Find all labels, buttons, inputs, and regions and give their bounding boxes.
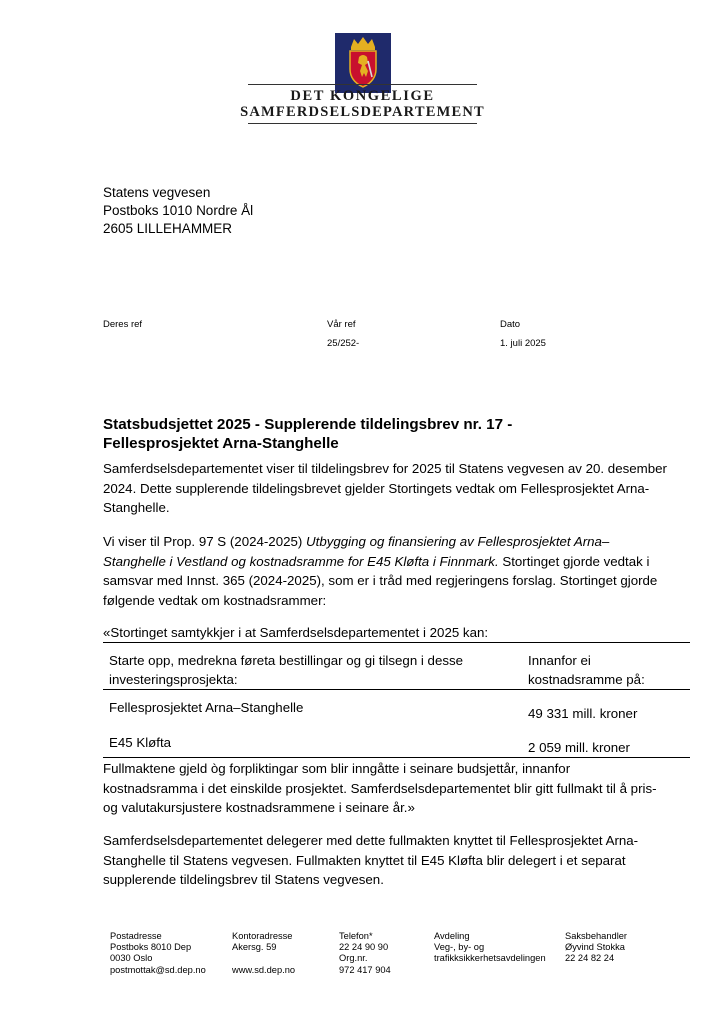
table-row-project: Fellesprosjektet Arna–Stanghelle	[109, 700, 304, 715]
paragraph-authority-scope: Fullmaktene gjeld òg forpliktingar som blir inngåtte i seinare budsjettår, innanfor kostnadsramma i det einskilde prosjektet. Samferdselsdepartementet blir gitt fullmakt til å pris- og valutakursjustere kostnadsrammene i seinare år.»	[103, 761, 657, 815]
paragraph-intro: Samferdselsdepartementet viser til tildelingsbrev for 2025 til Statens vegvesen av 20. desember 2024. Dette supplerende tildelingsbrevet gjelder Stortingets vedtak om Fellesprosjektet Arna-Stanghelle.	[103, 461, 667, 515]
footer-office-address	[232, 931, 295, 976]
footer-value: 22 24 82 24	[565, 953, 615, 964]
footer-value: 0030 Oslo	[110, 953, 153, 964]
table-header-amount-line1: Innanfor ei	[528, 653, 591, 668]
recipient-address: Postboks 1010 Nordre Ål	[103, 203, 254, 218]
prop-title-italic: Utbygging og finansiering av Fellesprosjektet Arna–Stanghelle i Vestland og kostnadsramme for E45 Kløfta i Finnmark.	[103, 534, 610, 569]
footer-value: Øyvind Stokka	[565, 942, 625, 953]
title-line1: Statsbudsjettet 2025 - Supplerende tildelingsbrev nr. 17 -	[103, 416, 513, 433]
table-header-project-line1: Starte opp, medrekna føreta bestillingar og gi tilsegn i desse	[109, 653, 464, 668]
table-row-amount: 2 059 mill. kroner	[528, 740, 630, 755]
date-label: Dato	[500, 319, 521, 330]
footer-postal-address	[110, 931, 206, 976]
department-name-line2: SAMFERDSELSDEPARTEMENT	[240, 104, 485, 120]
table-row-amount: 49 331 mill. kroner	[528, 706, 638, 721]
footer-value: trafikksikkerhetsavdelingen	[434, 953, 546, 964]
recipient-city: 2605 LILLEHAMMER	[103, 221, 233, 236]
var-ref-label: Vår ref	[327, 319, 356, 330]
department-name-line1: DET KONGELIGE	[290, 88, 435, 104]
divider	[248, 84, 477, 85]
table-rule-bottom	[103, 757, 690, 758]
footer-label: Postadresse	[110, 931, 162, 941]
quote-intro: «Stortinget samtykkjer i at Samferdselsdepartementet i 2025 kan:	[103, 625, 489, 640]
footer-value: 22 24 90 90	[339, 942, 389, 953]
footer-website: www.sd.dep.no	[232, 964, 296, 975]
letter-title	[103, 415, 663, 453]
footer-spacer	[232, 953, 295, 964]
table-row-project: E45 Kløfta	[109, 735, 172, 750]
footer-phone	[339, 931, 391, 976]
footer-value: Veg-, by- og	[434, 942, 485, 953]
department-logo	[240, 30, 485, 130]
recipient-name: Statens vegvesen	[103, 185, 211, 200]
footer-email: postmottak@sd.dep.no	[110, 964, 206, 975]
footer-label: Telefon*	[339, 931, 373, 941]
paragraph-prop-reference	[103, 532, 663, 610]
footer-label: Org.nr.	[339, 953, 368, 964]
divider	[248, 123, 477, 124]
paragraph-delegation: Samferdselsdepartementet delegerer med dette fullmakten knyttet til Fellesprosjektet Arna-Stanghelle til Statens vegvesen. Fullmakten knyttet til E45 Kløfta blir delegert i et separat supplerende tildelingsbrev til Statens vegvesen.	[103, 833, 639, 887]
table-rule-header	[103, 689, 690, 690]
footer-value: Akersg. 59	[232, 942, 277, 953]
footer-department	[434, 931, 546, 965]
table-header-amount-line2: kostnadsramme på:	[528, 672, 645, 687]
footer-case-officer	[565, 931, 627, 965]
footer-label: Saksbehandler	[565, 931, 628, 941]
table-rule-top	[103, 642, 690, 643]
deres-ref-label: Deres ref	[103, 319, 143, 330]
table-header-project-line2: investeringsprosjekta:	[109, 672, 238, 687]
date-value: 1. juli 2025	[500, 338, 546, 349]
footer-value: Postboks 8010 Dep	[110, 942, 192, 953]
footer-label: Avdeling	[434, 931, 470, 941]
footer-label: Kontoradresse	[232, 931, 293, 941]
var-ref-value: 25/252-	[327, 338, 360, 349]
footer-value: 972 417 904	[339, 964, 391, 975]
prop-decision-text: Stortinget gjorde vedtak i samsvar med Innst. 365 (2024-2025), som er i tråd med regjeringens forslag. Stortinget gjorde følgende vedtak om kostnadsrammer:	[103, 553, 658, 608]
prop-reference-text: Vi viser til Prop. 97 S (2024-2025)	[103, 534, 307, 549]
title-line2: Fellesprosjektet Arna-Stanghelle	[103, 435, 339, 452]
